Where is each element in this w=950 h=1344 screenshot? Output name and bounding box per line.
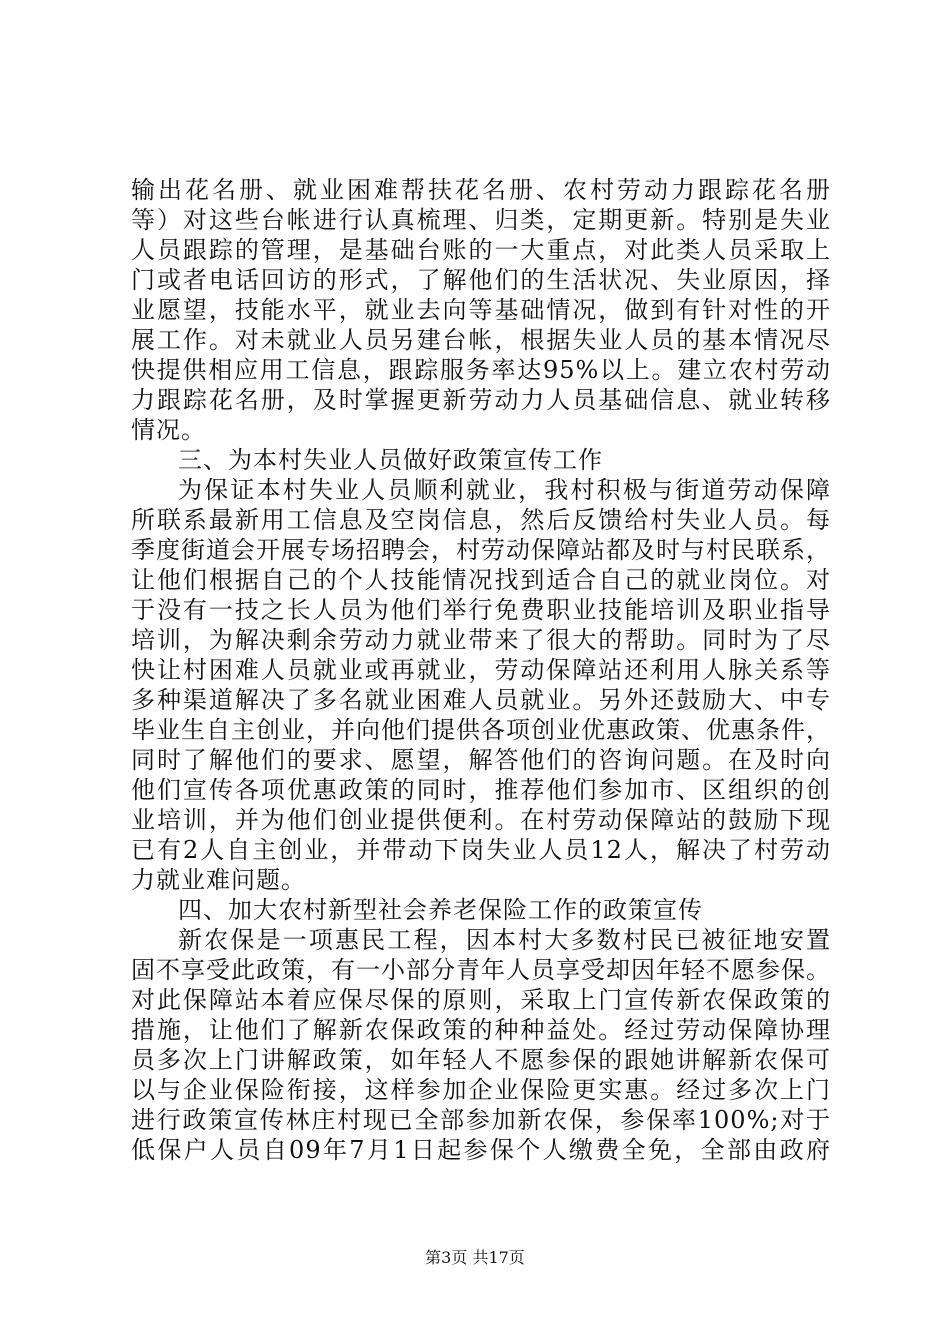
text-line: 已有2人自主创业，并带动下岗失业人员12人，解决了村劳动 [131,836,831,864]
text-line: 三、为本村失业人员做好政策宣传工作 [178,446,603,474]
text-line: 他们宣传各项优惠政策的同时，推荐他们参加市、区组织的创 [131,776,831,804]
document-body [131,175,831,1165]
text-line: 业培训，并为他们创业提供便利。在村劳动保障站的鼓励下现 [131,806,831,834]
text-line: 为保证本村失业人员顺利就业，我村积极与街道劳动保障 [178,476,831,504]
text-line: 对此保障站本着应保尽保的原则，采取上门宣传新农保政策的 [131,986,831,1014]
text-line: 所联系最新用工信息及空岗信息，然后反馈给村失业人员。每 [131,506,831,534]
text-line: 季度街道会开展专场招聘会，村劳动保障站都及时与村民联系， [131,536,831,564]
text-line: 等）对这些台帐进行认真梳理、归类，定期更新。特别是失业 [131,206,831,234]
text-line: 力跟踪花名册，及时掌握更新劳动力人员基础信息、就业转移 [131,386,831,414]
text-line: 快让村困难人员就业或再就业，劳动保障站还利用人脉关系等 [131,656,831,684]
text-line: 固不享受此政策，有一小部分青年人员享受却因年轻不愿参保。 [131,956,831,984]
text-line: 多种渠道解决了多名就业困难人员就业。另外还鼓励大、中专 [131,686,831,714]
text-line: 业愿望，技能水平，就业去向等基础情况，做到有针对性的开 [131,296,831,324]
text-line: 情况。 [131,416,206,444]
text-line: 四、加大农村新型社会养老保险工作的政策宣传 [178,896,703,924]
text-line: 让他们根据自己的个人技能情况找到适合自己的就业岗位。对 [131,566,831,594]
text-line: 快提供相应用工信息，跟踪服务率达95%以上。建立农村劳动 [131,356,831,384]
text-line: 措施，让他们了解新农保政策的种种益处。经过劳动保障协理 [131,1016,831,1044]
text-line: 毕业生自主创业，并向他们提供各项创业优惠政策、优惠条件， [131,716,831,744]
page-footer: 第3页 共17页 [425,1248,525,1267]
text-line: 展工作。对未就业人员另建台帐，根据失业人员的基本情况尽 [131,326,831,354]
text-line: 员多次上门讲解政策，如年轻人不愿参保的跟她讲解新农保可 [131,1046,831,1074]
text-line: 低保户人员自09年7月1日起参保个人缴费全免，全部由政府 [131,1136,831,1164]
text-line: 于没有一技之长人员为他们举行免费职业技能培训及职业指导 [131,596,831,624]
text-line: 进行政策宣传林庄村现已全部参加新农保，参保率100%;对于 [131,1106,831,1134]
text-line: 力就业难问题。 [131,866,306,894]
text-line: 培训，为解决剩余劳动力就业带来了很大的帮助。同时为了尽 [131,626,831,654]
text-line: 门或者电话回访的形式，了解他们的生活状况、失业原因，择 [131,266,831,294]
text-line: 新农保是一项惠民工程，因本村大多数村民已被征地安置 [178,926,831,954]
text-line: 以与企业保险衔接，这样参加企业保险更实惠。经过多次上门 [131,1076,831,1104]
text-line: 输出花名册、就业困难帮扶花名册、农村劳动力跟踪花名册 [131,176,831,204]
text-line: 同时了解他们的要求、愿望，解答他们的咨询问题。在及时向 [131,746,831,774]
text-line: 人员跟踪的管理，是基础台账的一大重点，对此类人员采取上 [131,236,831,264]
